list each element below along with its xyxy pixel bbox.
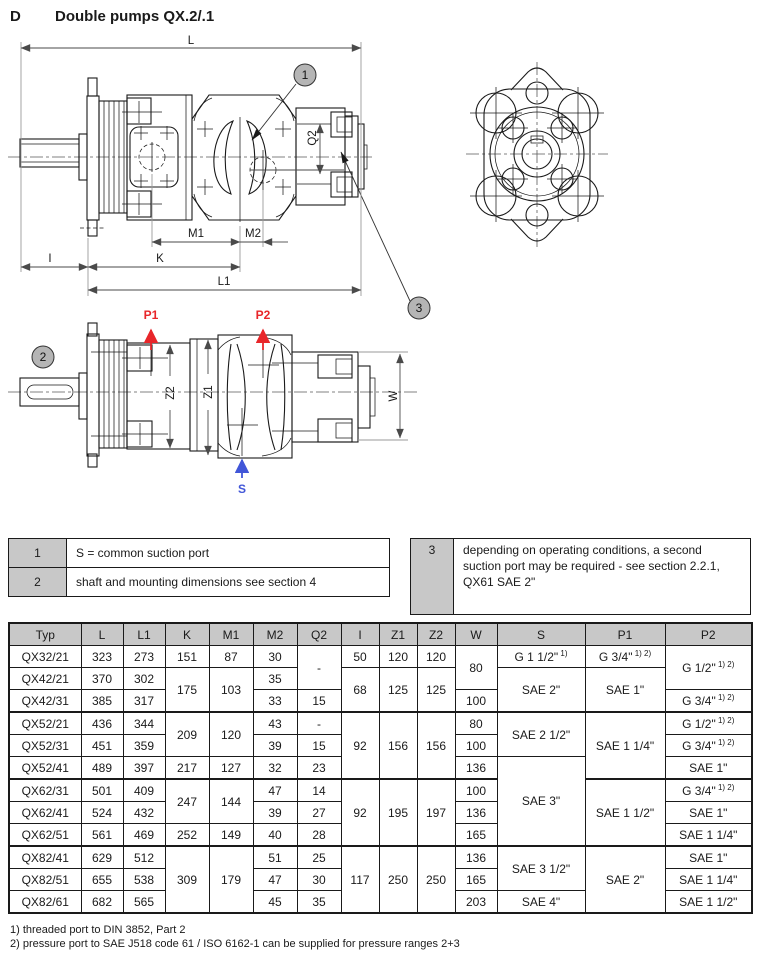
table-cell: 136	[455, 757, 497, 780]
pump-stage-1	[127, 95, 192, 220]
table-cell: QX52/21	[9, 712, 81, 735]
table-cell: 409	[123, 779, 165, 802]
table-cell: 80	[455, 712, 497, 735]
rear-housing-bottom	[292, 352, 358, 442]
table-cell: 14	[297, 779, 341, 802]
table-cell: QX62/41	[9, 802, 81, 824]
col-header-w: W	[455, 623, 497, 646]
table-cell: 80	[455, 646, 497, 690]
note-row	[9, 539, 390, 568]
table-cell: 23	[297, 757, 341, 780]
note-2-text: shaft and mounting dimensions see section 4	[67, 568, 390, 597]
table-cell: 25	[297, 846, 341, 869]
note-2-number: 2	[9, 568, 67, 597]
table-cell: 197	[417, 779, 455, 846]
table-cell: G 1 1/2" $^{1)}$	[497, 646, 585, 668]
page-title: Double pumps QX.2/.1	[55, 8, 215, 25]
dimension-table	[8, 622, 753, 914]
shaft	[20, 139, 79, 167]
table-cell: 149	[209, 824, 253, 847]
table-cell: 87	[209, 646, 253, 668]
table-cell: 175	[165, 668, 209, 713]
table-cell: 35	[253, 668, 297, 690]
port-label-s: S	[237, 482, 247, 496]
col-header-p1: P1	[585, 623, 665, 646]
table-cell: 100	[455, 779, 497, 802]
table-cell: 43	[253, 712, 297, 735]
table-cell: SAE 1"	[585, 668, 665, 713]
dim-label-k: K	[156, 253, 164, 265]
table-cell: 120	[379, 646, 417, 668]
table-cell: 436	[81, 712, 123, 735]
table-cell: SAE 1 1/2"	[585, 779, 665, 846]
table-cell: SAE 3 1/2"	[497, 846, 585, 891]
top-side-view	[8, 35, 430, 319]
table-cell: 136	[455, 802, 497, 824]
footnote-1: 1) threaded port to DIN 3852, Part 2	[10, 924, 186, 936]
table-cell: 144	[209, 779, 253, 824]
dim-label-l1: L1	[217, 276, 231, 288]
table-cell: 512	[123, 846, 165, 869]
table-cell: 120	[209, 712, 253, 757]
rear-housing	[296, 108, 345, 205]
pump-stage-1-bottom	[127, 343, 190, 449]
table-cell: 103	[209, 668, 253, 713]
table-cell: 385	[81, 690, 123, 713]
table-row	[9, 712, 752, 735]
table-cell: 30	[253, 646, 297, 668]
note-row	[411, 539, 751, 615]
table-cell: 47	[253, 779, 297, 802]
table-cell: 51	[253, 846, 297, 869]
table-cell: 195	[379, 779, 417, 846]
note-1-number: 1	[9, 539, 67, 568]
table-cell: 50	[341, 646, 379, 668]
table-cell: SAE 4"	[497, 891, 585, 914]
table-cell: QX82/41	[9, 846, 81, 869]
table-cell: SAE 2"	[585, 846, 665, 913]
table-cell: G 3/4" $^{1) 2)}$	[665, 779, 752, 802]
table-cell: 359	[123, 735, 165, 757]
table-cell: 317	[123, 690, 165, 713]
front-view	[466, 62, 608, 247]
col-header-z2: Z2	[417, 623, 455, 646]
port-label-p1: P1	[143, 308, 159, 322]
table-cell: 469	[123, 824, 165, 847]
table-cell: 39	[253, 802, 297, 824]
table-cell: G 1/2" $^{1) 2)}$	[665, 712, 752, 735]
table-cell: 156	[417, 712, 455, 779]
table-cell: 156	[379, 712, 417, 779]
col-header-m1: M1	[209, 623, 253, 646]
table-cell: 209	[165, 712, 209, 757]
table-cell: QX82/61	[9, 891, 81, 914]
dim-label-m1: M1	[188, 228, 204, 240]
table-cell: 45	[253, 891, 297, 914]
table-row	[9, 846, 752, 869]
dim-label-z1: Z1	[203, 385, 215, 399]
col-header-i: I	[341, 623, 379, 646]
table-cell: 250	[417, 846, 455, 913]
table-cell: 217	[165, 757, 209, 780]
table-cell: SAE 1 1/4"	[665, 824, 752, 847]
table-cell: SAE 2"	[497, 668, 585, 713]
col-header-l1: L1	[123, 623, 165, 646]
table-cell: 252	[165, 824, 209, 847]
table-cell: 273	[123, 646, 165, 668]
table-cell: G 3/4" $^{1) 2)}$	[665, 735, 752, 757]
table-cell: 15	[297, 735, 341, 757]
note-3-number: 3	[411, 539, 454, 615]
table-cell: SAE 1"	[665, 846, 752, 869]
table-cell: SAE 1 1/4"	[665, 869, 752, 891]
table-cell: 136	[455, 846, 497, 869]
table-cell: SAE 1 1/4"	[585, 712, 665, 779]
table-cell: G 3/4" $^{1) 2)}$	[585, 646, 665, 668]
table-cell: SAE 2 1/2"	[497, 712, 585, 757]
table-cell: 47	[253, 869, 297, 891]
col-header-l: L	[81, 623, 123, 646]
table-cell: 370	[81, 668, 123, 690]
table-cell: 125	[379, 668, 417, 713]
dim-label-z2: Z2	[165, 386, 177, 400]
table-cell: 28	[297, 824, 341, 847]
table-cell: 120	[417, 646, 455, 668]
table-cell: 565	[123, 891, 165, 914]
notes-table-right	[410, 538, 751, 615]
table-cell: 309	[165, 846, 209, 913]
table-cell: 432	[123, 802, 165, 824]
table-cell: SAE 3"	[497, 757, 585, 847]
mounting-flange	[87, 96, 99, 220]
bottom-side-view	[8, 308, 420, 496]
table-cell: 397	[123, 757, 165, 780]
table-cell: 203	[455, 891, 497, 914]
table-cell: 125	[417, 668, 455, 713]
section-letter: D	[10, 8, 21, 25]
table-row	[9, 779, 752, 802]
table-cell: 323	[81, 646, 123, 668]
table-cell: 250	[379, 846, 417, 913]
table-cell: 100	[455, 690, 497, 713]
table-cell: QX82/51	[9, 869, 81, 891]
table-cell: 538	[123, 869, 165, 891]
table-cell: G 1/2" $^{1) 2)}$	[665, 646, 752, 690]
table-cell: 30	[297, 869, 341, 891]
dim-table-head-row	[9, 623, 752, 646]
table-cell: 489	[81, 757, 123, 780]
dim-table-body	[9, 646, 752, 914]
table-cell: 117	[341, 846, 379, 913]
table-cell: 524	[81, 802, 123, 824]
footnote-2: 2) pressure port to SAE J518 code 61 / ISO 6162-1 can be supplied for pressure ranges 2+3	[10, 938, 460, 950]
table-cell: QX42/31	[9, 690, 81, 713]
dim-label-i: I	[48, 253, 52, 265]
table-cell: 32	[253, 757, 297, 780]
col-header-z1: Z1	[379, 623, 417, 646]
table-cell: QX52/41	[9, 757, 81, 780]
table-cell: 629	[81, 846, 123, 869]
pump-stage-2	[192, 95, 296, 220]
table-cell: QX32/21	[9, 646, 81, 668]
table-cell: 165	[455, 869, 497, 891]
col-header-p2: P2	[665, 623, 752, 646]
table-cell: 344	[123, 712, 165, 735]
table-cell: 247	[165, 779, 209, 824]
col-header-q2: Q2	[297, 623, 341, 646]
col-header-k: K	[165, 623, 209, 646]
table-cell: -	[297, 712, 341, 735]
col-header-m2: M2	[253, 623, 297, 646]
table-cell: 33	[253, 690, 297, 713]
table-cell: 92	[341, 779, 379, 846]
table-row	[9, 668, 752, 690]
table-cell: 451	[81, 735, 123, 757]
callout-2-number: 2	[39, 350, 47, 364]
table-cell: 165	[455, 824, 497, 847]
table-cell: -	[297, 646, 341, 690]
table-cell: SAE 1"	[665, 757, 752, 780]
table-cell: 35	[297, 891, 341, 914]
table-cell: 127	[209, 757, 253, 780]
col-header-typ: Typ	[9, 623, 81, 646]
col-header-s: S	[497, 623, 585, 646]
table-cell: SAE 1 1/2"	[665, 891, 752, 914]
table-cell: 179	[209, 846, 253, 913]
callout-3-number: 3	[415, 301, 423, 315]
table-cell: QX62/51	[9, 824, 81, 847]
table-cell: 561	[81, 824, 123, 847]
table-cell: QX52/31	[9, 735, 81, 757]
dim-label-w: W	[388, 390, 400, 402]
table-row	[9, 646, 752, 668]
table-cell: 501	[81, 779, 123, 802]
table-cell: 27	[297, 802, 341, 824]
table-cell: QX42/21	[9, 668, 81, 690]
table-cell: 39	[253, 735, 297, 757]
table-cell: 151	[165, 646, 209, 668]
table-cell: 68	[341, 668, 379, 713]
notes-table-left	[8, 538, 390, 597]
note-3-text: depending on operating conditions, a second suction port may be required - see section 2.2.1, QX61 SAE 2"	[454, 539, 751, 615]
port-label-p2: P2	[255, 308, 271, 322]
callout-1-number: 1	[301, 68, 309, 82]
table-cell: SAE 1"	[665, 802, 752, 824]
table-cell: 302	[123, 668, 165, 690]
dim-label-l: L	[187, 35, 195, 47]
table-cell: 92	[341, 712, 379, 779]
note-row	[9, 568, 390, 597]
table-cell: QX62/31	[9, 779, 81, 802]
note-1-text: S = common suction port	[67, 539, 390, 568]
table-cell: 655	[81, 869, 123, 891]
suction-kidney-left	[214, 121, 233, 194]
dim-label-q2: Q2	[307, 130, 319, 146]
table-cell: 40	[253, 824, 297, 847]
table-cell: 682	[81, 891, 123, 914]
table-cell: G 3/4" $^{1) 2)}$	[665, 690, 752, 713]
table-cell: 15	[297, 690, 341, 713]
dim-label-m2: M2	[245, 228, 261, 240]
table-cell: 100	[455, 735, 497, 757]
